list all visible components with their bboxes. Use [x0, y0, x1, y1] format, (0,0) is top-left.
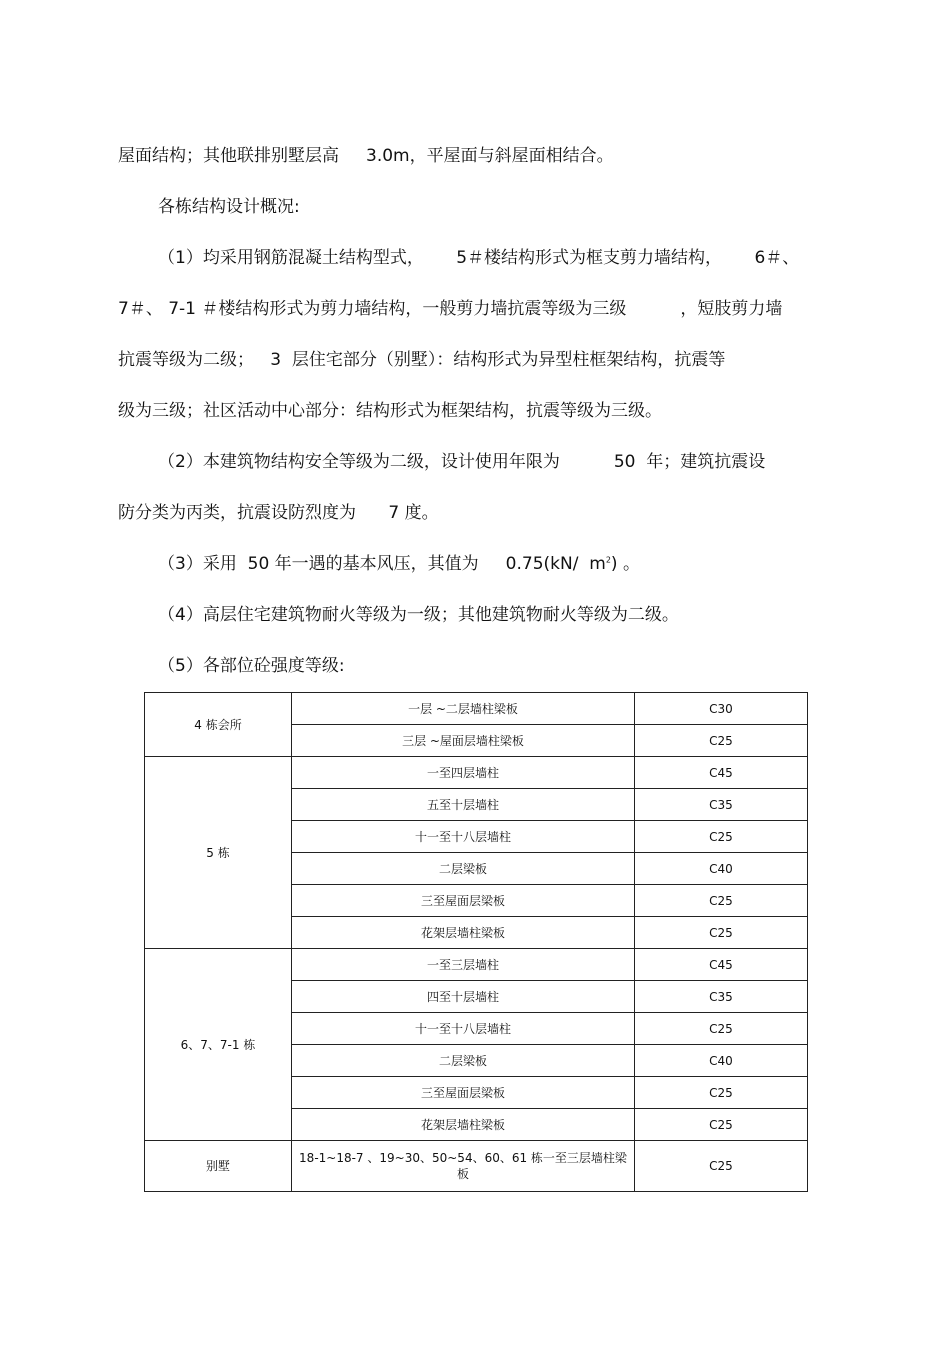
part-cell: 一至三层墙柱 [292, 949, 635, 981]
paragraph-heading: 各栋结构设计概况: [158, 197, 300, 217]
grade-cell: C25 [635, 1141, 808, 1192]
grade-cell: C30 [635, 693, 808, 725]
part-cell: 三至屋面层梁板 [292, 885, 635, 917]
part-cell: 花架层墙柱梁板 [292, 1109, 635, 1141]
grade-cell: C25 [635, 821, 808, 853]
paragraph-line: 屋面结构；其他联排别墅层高 3.0m，平屋面与斜屋面相结合。 [118, 146, 614, 166]
part-cell: 三至屋面层梁板 [292, 1077, 635, 1109]
grade-cell: C45 [635, 949, 808, 981]
building-cell: 6、7、7-1 栋 [145, 949, 292, 1141]
building-cell: 4 栋会所 [145, 693, 292, 757]
building-cell: 5 栋 [145, 757, 292, 949]
building-cell: 别墅 [145, 1141, 292, 1192]
grade-cell: C25 [635, 1077, 808, 1109]
table-row [145, 949, 808, 981]
part-cell: 一层 ~二层墙柱梁板 [292, 693, 635, 725]
wind-pressure-tail: ) 。 [610, 554, 640, 574]
grade-cell: C45 [635, 757, 808, 789]
table-row [145, 693, 808, 725]
part-cell: 花架层墙柱梁板 [292, 917, 635, 949]
grade-cell: C40 [635, 853, 808, 885]
paragraph-line: 抗震等级为二级； 3 层住宅部分（别墅）：结构形式为异型柱框架结构，抗震等 [118, 350, 726, 370]
grade-cell: C25 [635, 1013, 808, 1045]
concrete-grade-table [144, 692, 808, 1192]
part-cell: 二层梁板 [292, 1045, 635, 1077]
grade-cell: C35 [635, 789, 808, 821]
grade-cell: C40 [635, 1045, 808, 1077]
paragraph-line: 级为三级；社区活动中心部分：结构形式为框架结构，抗震等级为三级。 [118, 401, 662, 421]
grade-cell: C25 [635, 1109, 808, 1141]
table-row [145, 1141, 808, 1192]
part-cell: 三层 ~屋面层墙柱梁板 [292, 725, 635, 757]
paragraph-line: 防分类为丙类，抗震设防烈度为 7 度。 [118, 503, 439, 523]
paragraph-line: （5）各部位砼强度等级: [158, 656, 345, 676]
grade-cell: C25 [635, 725, 808, 757]
grade-cell: C35 [635, 981, 808, 1013]
paragraph-line: 7＃、 7-1 ＃楼结构形式为剪力墙结构，一般剪力墙抗震等级为三级 ，短肢剪力墙 [118, 299, 783, 319]
part-cell: 十一至十八层墙柱 [292, 1013, 635, 1045]
paragraph-line: （1）均采用钢筋混凝土结构型式， 5＃楼结构形式为框支剪力墙结构， 6＃、 [158, 248, 800, 268]
part-cell: 五至十层墙柱 [292, 789, 635, 821]
part-cell: 18-1~18-7 、19~30、50~54、60、61 栋一至三层墙柱梁板 [292, 1141, 635, 1192]
part-cell: 二层梁板 [292, 853, 635, 885]
table-row [145, 757, 808, 789]
grade-cell: C25 [635, 885, 808, 917]
paragraph-line [158, 554, 640, 574]
part-cell: 四至十层墙柱 [292, 981, 635, 1013]
wind-pressure-text: （3）采用 50 年一遇的基本风压，其值为 0.75(kN/ m [158, 554, 606, 574]
superscript: 2 [605, 555, 611, 565]
part-cell: 一至四层墙柱 [292, 757, 635, 789]
paragraph-line: （4）高层住宅建筑物耐火等级为一级；其他建筑物耐火等级为二级。 [158, 605, 679, 625]
part-cell: 十一至十八层墙柱 [292, 821, 635, 853]
grade-cell: C25 [635, 917, 808, 949]
paragraph-line: （2）本建筑物结构安全等级为二级，设计使用年限为 50 年；建筑抗震设 [158, 452, 766, 472]
